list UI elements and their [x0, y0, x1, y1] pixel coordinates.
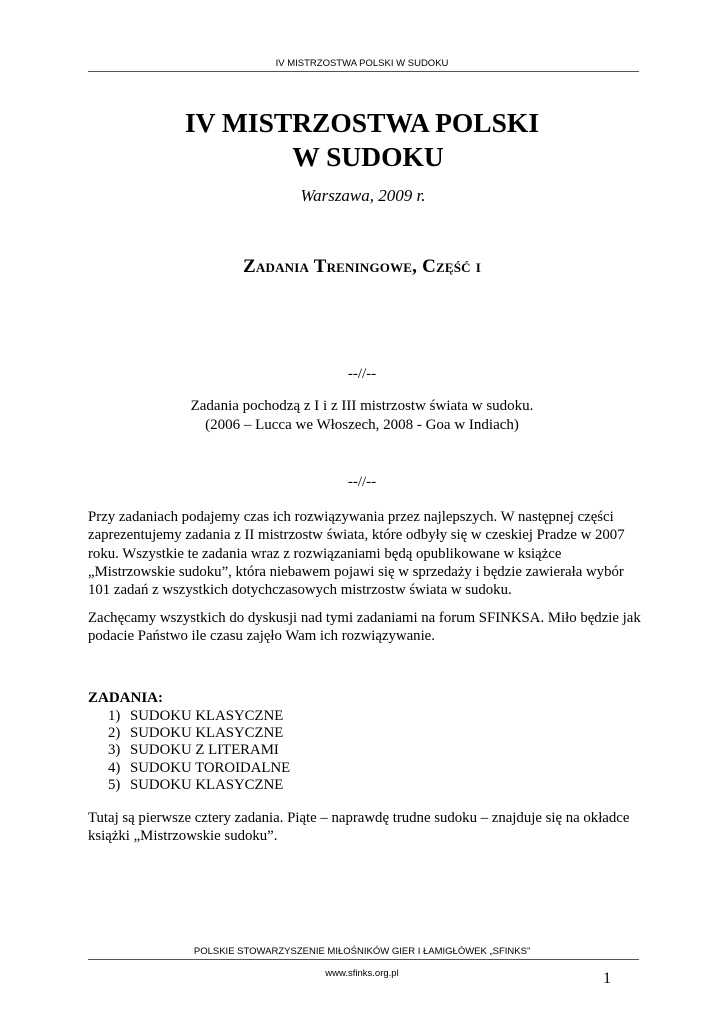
paragraph-line: Zachęcamy wszystkich do dyskusji nad tymi zadaniami na forum SFINKSA. Miło będzie jak	[88, 610, 641, 626]
footer-rule	[88, 959, 639, 960]
paragraph-line: podacie Państwo ile czasu zajęło Wam ich rozwiązywanie.	[88, 628, 435, 645]
item-label: SUDOKU KLASYCZNE	[130, 725, 284, 742]
source-line-2: (2006 – Lucca we Włoszech, 2008 - Goa w Indiach)	[205, 417, 519, 433]
paragraph-line: 101 zadań z wszystkich dotychczasowych mistrzostw świata w sudoku.	[88, 582, 512, 599]
item-number: 3)	[108, 742, 121, 759]
paragraph-line: „Mistrzowskie sudoku”, która niebawem pojawi się w sprzedaży i będzie zawierała wybór	[88, 563, 624, 580]
title-line-1: IV MISTRZOSTWA POLSKI	[184, 107, 540, 138]
forum-paragraph	[88, 609, 648, 646]
item-number: 5)	[108, 776, 121, 793]
item-label: SUDOKU TOROIDALNE	[130, 759, 291, 776]
paragraph-line: książki „Mistrzowskie sudoku”.	[88, 828, 278, 845]
intro-paragraph	[88, 508, 648, 599]
list-item	[108, 777, 290, 794]
item-label: SUDOKU KLASYCZNE	[130, 708, 284, 724]
section-heading: Zadania Treningowe, Część i	[243, 256, 481, 277]
footer-url: www.sfinks.org.pl	[325, 968, 399, 979]
page-number: 1	[603, 970, 611, 987]
header-rule	[88, 71, 639, 72]
paragraph-line: Tutaj są pierwsze cztery zadania. Piąte – naprawdę trudne sudoku – znajduje się na okładce	[88, 810, 630, 826]
tasks-heading: ZADANIA:	[88, 690, 163, 706]
running-header: IV MISTRZOSTWA POLSKI W SUDOKU	[275, 58, 449, 69]
closing-paragraph	[88, 809, 648, 846]
item-label: SUDOKU KLASYCZNE	[130, 776, 284, 793]
paragraph-line: roku. Wszystkie te zadania wraz z rozwiązaniami będą opublikowane w książce	[88, 545, 562, 562]
separator: --//--	[347, 474, 377, 490]
title-line-2: W SUDOKU	[292, 141, 444, 172]
footer-organization: POLSKIE STOWARZYSZENIE MIŁOŚNIKÓW GIER I ŁAMIGŁÓWEK „SFINKS”	[193, 946, 531, 957]
paragraph-line: zaprezentujemy zadania z II mistrzostw świata, które odbyły się w czeskiej Pradze w 2007	[88, 527, 625, 544]
list-item	[108, 725, 290, 742]
place-date: Warszawa, 2009 r.	[300, 186, 426, 205]
list-item	[108, 760, 290, 777]
item-number: 4)	[108, 759, 121, 776]
source-note	[0, 397, 724, 435]
document-title	[0, 106, 724, 174]
list-item	[108, 708, 290, 725]
list-item	[108, 742, 290, 759]
source-line-1: Zadania pochodzą z I i z III mistrzostw świata w sudoku.	[190, 398, 534, 414]
item-label: SUDOKU Z LITERAMI	[130, 742, 279, 759]
tasks-list	[108, 708, 290, 794]
item-number: 2)	[108, 725, 121, 742]
separator: --//--	[347, 366, 377, 382]
item-number: 1)	[108, 708, 121, 724]
paragraph-line: Przy zadaniach podajemy czas ich rozwiązywania przez najlepszych. W następnej części	[88, 509, 614, 525]
